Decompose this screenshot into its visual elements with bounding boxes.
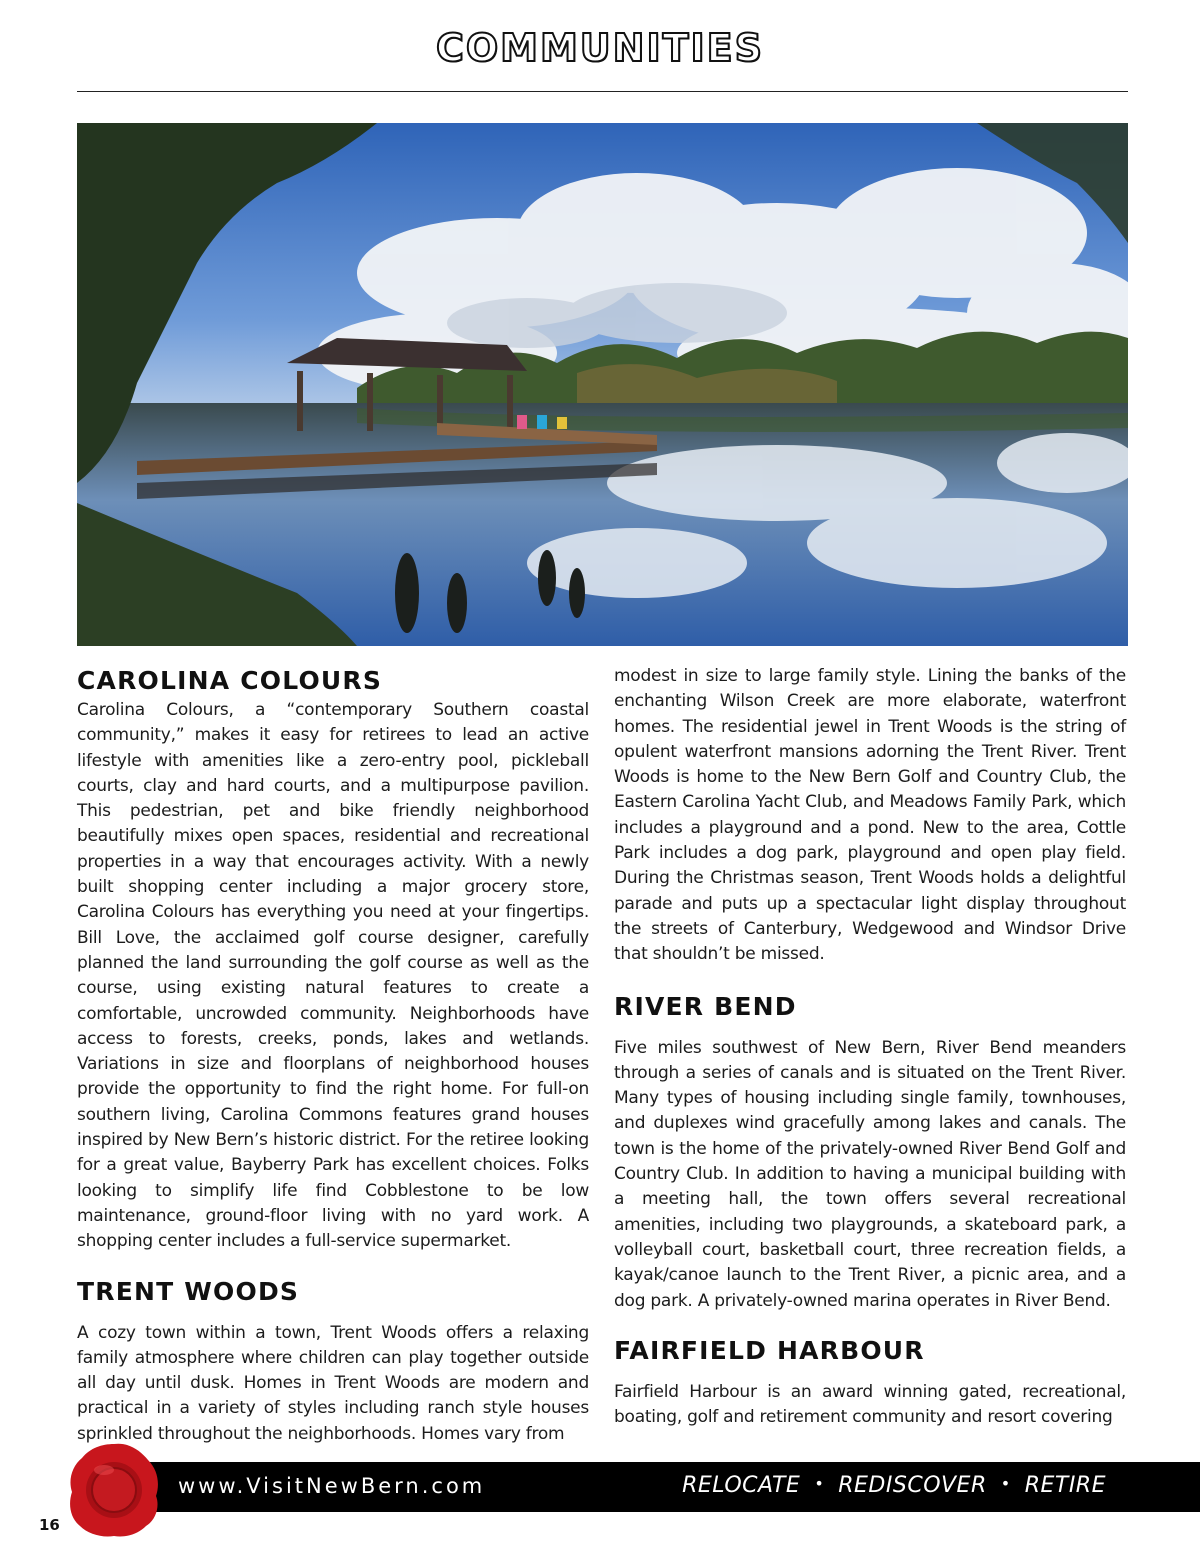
heading-trent-woods: TRENT WOODS [77, 1276, 300, 1306]
tagline-retire: RETIRE [1024, 1473, 1106, 1498]
heading-river-bend: RIVER BEND [614, 991, 797, 1021]
header-divider [77, 91, 1128, 92]
page-number: 16 [39, 1516, 60, 1534]
trent-woods-body-continued: modest in size to large family style. Lining the banks of the enchanting Wilson Creek are more elaborate, waterfront homes. The residential jewel in Trent Woods is the string of opulent waterfront mansions adorning the Trent River. Trent Woods is home to the New Bern Golf and Country Club, the Eastern Carolina Yacht Club, and Meadows Family Park, which includes a playground and a pond. New to the area, Cottle Park includes a dog park, playground and open play field. During the Christmas season, Trent Woods holds a delightful parade and puts up a spectacular light display throughout the streets of Canterbury, Wedgewood and Windsor Drive that shouldn’t be missed. [614, 666, 1126, 965]
left-column [77, 664, 589, 1447]
footer-tagline [682, 1473, 1106, 1498]
right-column [614, 664, 1126, 1430]
river-bend-body: Five miles southwest of New Bern, River Bend meanders through a series of canals and is situated on the Trent River. Many types of housing including single family, townhouses, and duplexes wind gracefully among lakes and canals. The town is the home of the privately-owned River Bend Golf and Country Club. In addition to having a municipal building with a meeting hall, the town offers several recreational amenities, including two playgrounds, a skateboard park, a volleyball court, basketball court, three recreation fields, a kayak/canoe launch to the Trent River, a picnic area, and a dog park. A privately-owned marina operates in River Bend. [614, 1037, 1126, 1311]
page-title: COMMUNITIES [435, 26, 764, 70]
carolina-colours-body: Carolina Colours, a “contemporary Southern coastal community,” makes it easy for retirees to lead an active lifestyle with amenities like a zero-entry pool, pickleball courts, clay and hard courts, and a multipurpose pavilion. This pedestrian, pet and bike friendly neighborhood beautifully mixes open spaces, residential and recreational properties in a way that encourages activity. With a newly built shopping center including a major grocery store, Carolina Colours has everything you need at your fingertips. Bill Love, the acclaimed golf course designer, carefully planned the land surrounding the golf course as well as the course, using existing natural features to create a comfortable, uncrowded community. Neighborhoods have access to forests, creeks, ponds, lakes and wetlands. Variations in size and floorplans of neighborhood houses provide the opportunity to find the right home. For full-on southern living, Carolina Commons features grand houses inspired by New Bern’s historic district. For the retiree looking for a great value, Bayberry Park has excellent choices. Folks looking to simplify life find Cobblestone to be low maintenance, ground-floor living with no yard work. A shopping center includes a full-service supermarket. [77, 700, 589, 1252]
tagline-rediscover: REDISCOVER [838, 1473, 987, 1498]
lake-dock-photo [77, 123, 1128, 646]
tagline-separator: • [1000, 1474, 1011, 1493]
fairfield-harbour-body: Fairfield Harbour is an award winning gated, recreational, boating, golf and retirement community and resort covering [614, 1381, 1126, 1428]
trent-woods-body-start: A cozy town within a town, Trent Woods offers a relaxing family atmosphere where children can play together outside all day until dusk. Homes in Trent Woods are modern and practical in a variety of styles including ranch style houses sprinkled throughout the neighborhoods. Homes vary from [77, 1322, 589, 1444]
hero-photo [77, 123, 1128, 646]
wax-seal-logo [66, 1440, 162, 1540]
heading-fairfield-harbour: FAIRFIELD HARBOUR [614, 1335, 925, 1365]
tagline-relocate: RELOCATE [682, 1473, 801, 1498]
heading-carolina-colours: CAROLINA COLOURS [77, 666, 383, 695]
tagline-separator: • [814, 1474, 825, 1493]
footer-website-link[interactable]: www.VisitNewBern.com [178, 1474, 486, 1498]
